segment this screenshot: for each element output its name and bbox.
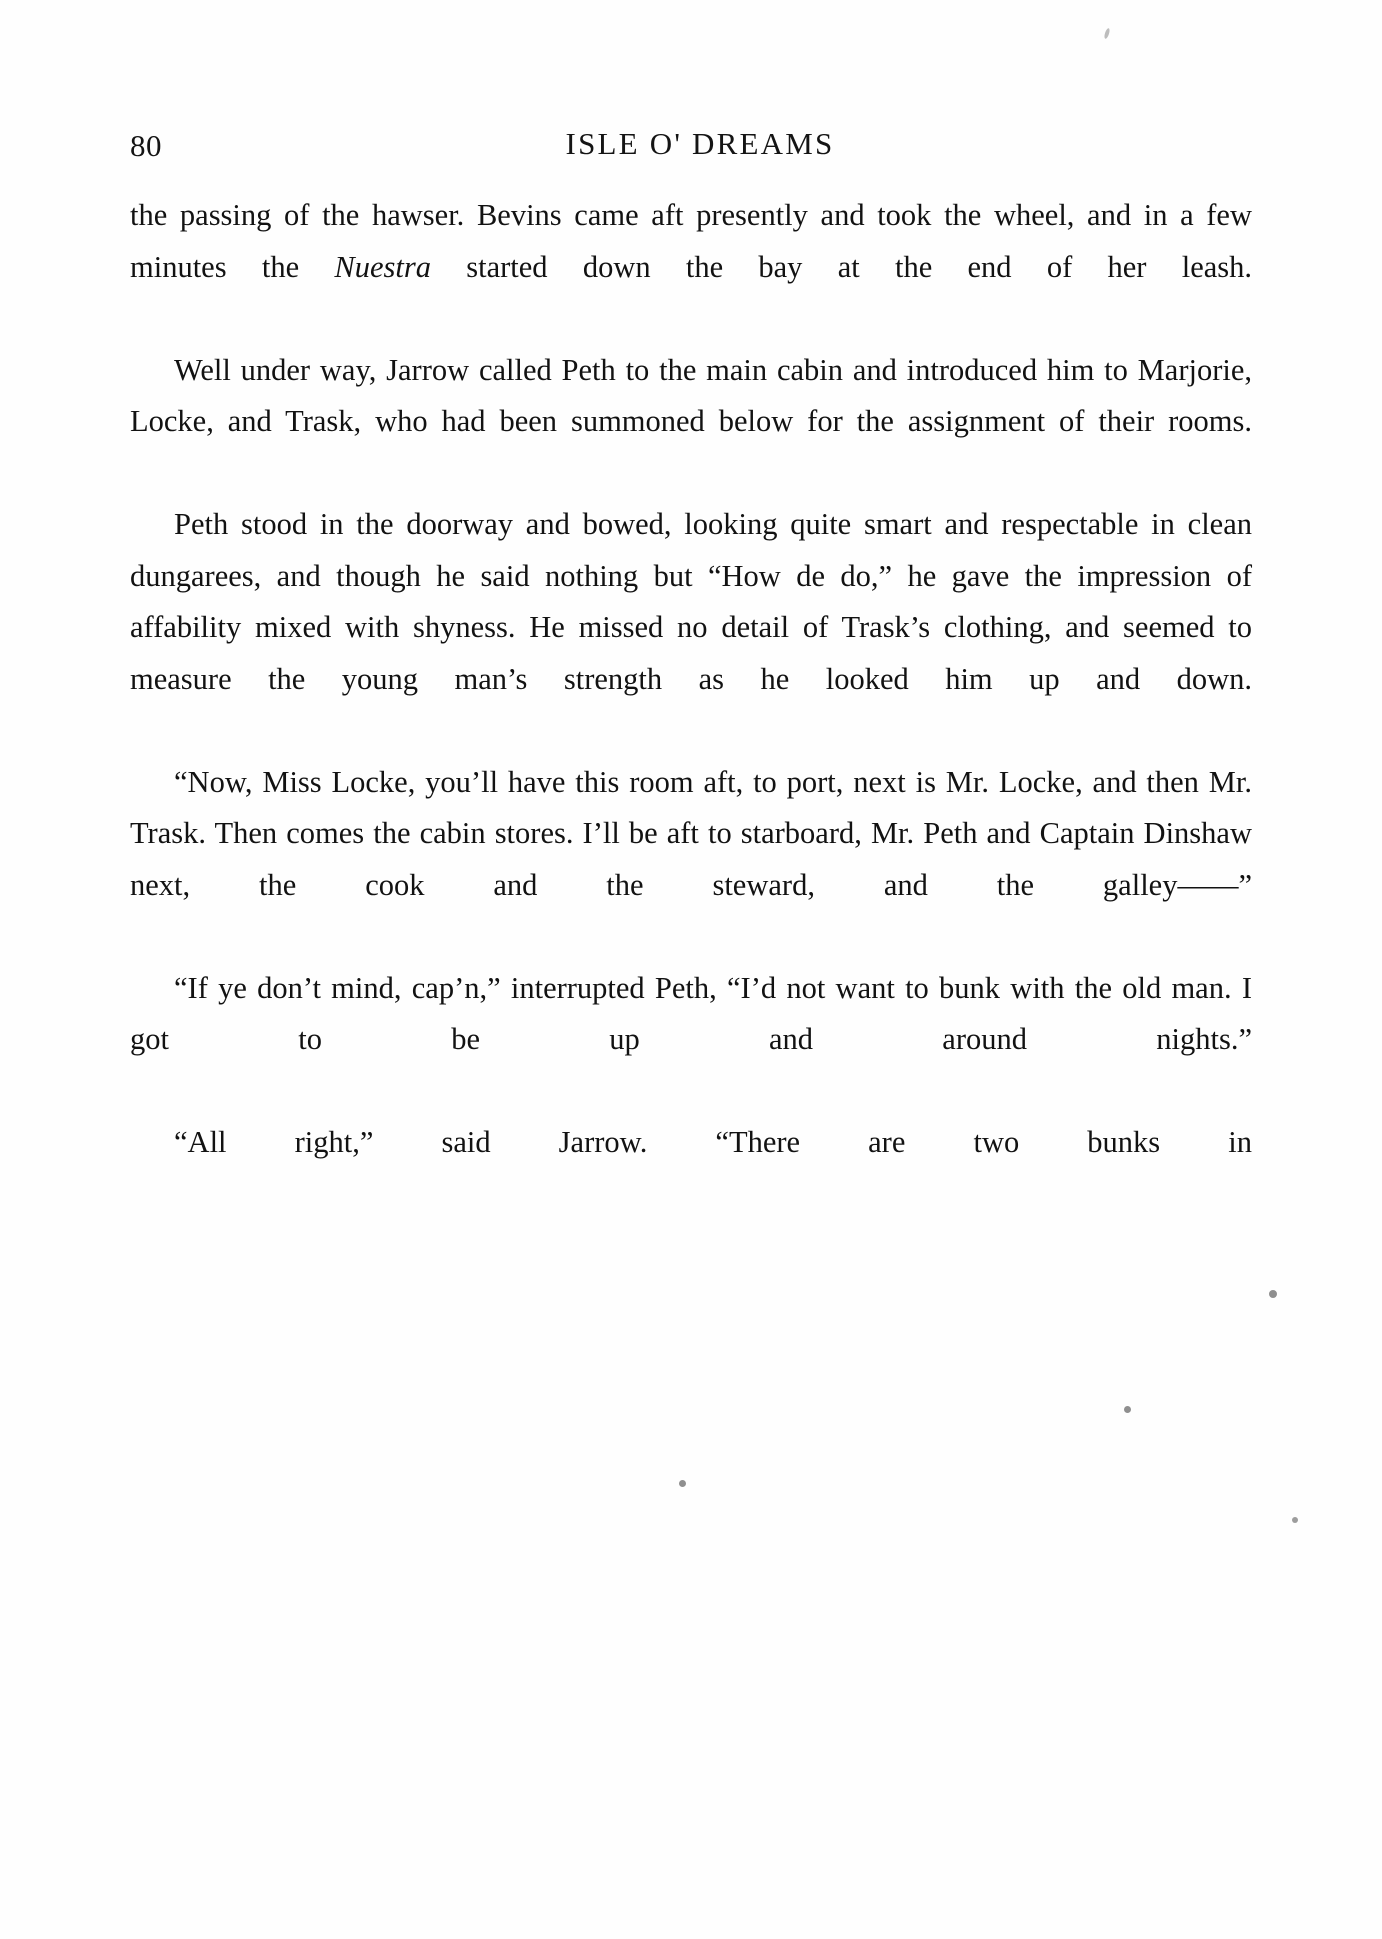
body-paragraph: the passing of the hawser. Bevins came aft presently and took the wheel, and in a few minutes the Nuestra started down the bay at the end of her leash. — [130, 198, 1253, 284]
page-header — [130, 128, 1250, 168]
body-paragraph: “All right,” said Jarrow. “There are two bunks in — [174, 1125, 1252, 1159]
page-body-text — [130, 190, 1252, 1220]
body-paragraph: Well under way, Jarrow called Peth to the main cabin and introduced him to Marjorie, Locke, and Trask, who had been summoned below for the assignment of their rooms. — [130, 352, 1252, 438]
running-head-title: ISLE O' DREAMS — [565, 126, 835, 161]
page-number: 80 — [130, 128, 162, 163]
paper-speck — [1124, 1406, 1131, 1413]
body-paragraph: “If ye don’t mind, cap’n,” interrupted Peth, “I’d not want to bunk with the old man. I got to be up and around nights.” — [130, 970, 1252, 1056]
paper-speck — [1269, 1290, 1277, 1298]
body-paragraph: Peth stood in the doorway and bowed, looking quite smart and respectable in clean dungarees, and though he said nothing but “How de do,” he gave the impression of affability mixed with shyness. He missed no detail of Trask’s clothing, and seemed to measure the young man’s strength as he looked him up and down. — [130, 507, 1252, 696]
body-paragraph: “Now, Miss Locke, you’ll have this room aft, to port, next is Mr. Locke, and then Mr. Trask. Then comes the cabin stores. I’ll be aft to starboard, Mr. Peth and Captain Dinshaw next, the cook and the steward, and the galley——” — [130, 764, 1252, 902]
paper-speck — [1103, 28, 1110, 40]
paper-speck — [1292, 1517, 1298, 1523]
paper-speck — [679, 1480, 686, 1487]
italic-phrase: Nuestra — [334, 249, 431, 284]
